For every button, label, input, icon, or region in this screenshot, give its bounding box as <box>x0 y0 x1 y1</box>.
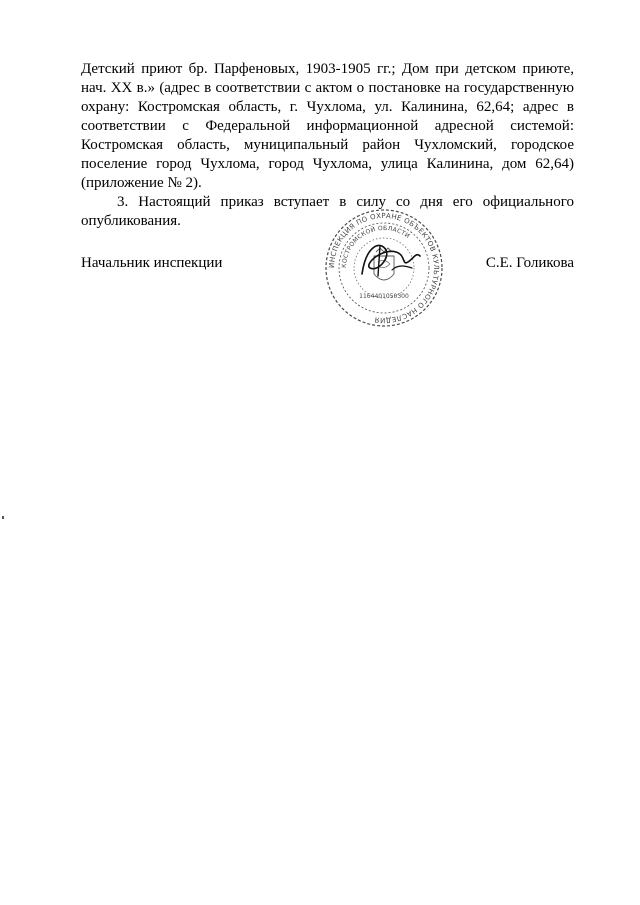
signatory-title: Начальник инспекции <box>81 255 223 271</box>
body-paragraph-item-3: 3. Настоящий приказ вступает в силу со дня его официального опубликования. <box>81 194 574 229</box>
svg-text:КОСТРОМСКОЙ ОБЛАСТИ: КОСТРОМСКОЙ ОБЛАСТИ <box>340 224 411 269</box>
scan-artifact-mark <box>2 516 4 519</box>
svg-text:1164401050300: 1164401050300 <box>359 293 409 300</box>
signatory-name: С.Е. Голикова <box>485 255 574 271</box>
body-paragraph-continuation: Детский приют бр. Парфеновых, 1903-1905 гг.; Дом при детском приюте, нач. XX в.» (адрес в соответствии с актом о постановке на государственную охрану: Костромская область, г. Чухлома, ул. Калинина, 62,64; адрес в соответствии с Федеральной информационной адресной системой: Костромская область, муниципальный район Чухломский, городское поселение город Чухлома, город Чухлома, улица Калинина, дом 62,64) (приложение № 2). <box>81 61 574 191</box>
svg-text:ИНСПЕКЦИЯ ПО ОХРАНЕ ОБЪЕКТОВ К: ИНСПЕКЦИЯ ПО ОХРАНЕ ОБЪЕКТОВ КУЛЬТУРНОГО НАСЛЕДИЯ <box>327 211 441 325</box>
signature-row <box>81 254 574 276</box>
